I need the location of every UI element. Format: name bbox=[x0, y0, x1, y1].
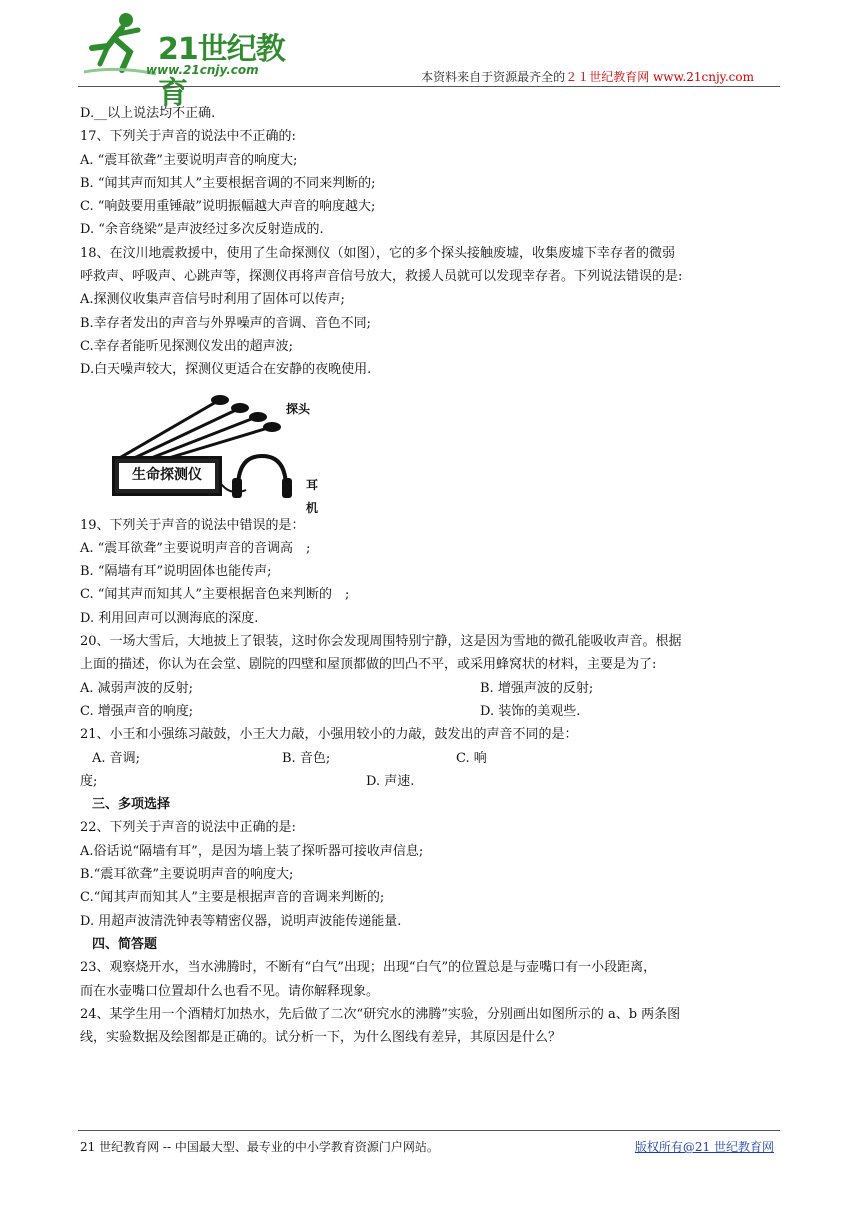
question-23: 23、观察烧开水，当水沸腾时，不断有“白气”出现；出现“白气”的位置总是与壶嘴口有一小段距离， bbox=[80, 960, 657, 976]
option-line: C. “响鼓要用重锤敲”说明振幅越大声音的响度越大; bbox=[80, 199, 376, 215]
question-17: 17、下列关于声音的说法中不正确的: bbox=[80, 129, 296, 145]
text-line: D.__以上说法均不正确. bbox=[80, 106, 216, 121]
probe-label: 探头 bbox=[286, 401, 311, 416]
option-line: D. 用超声波清洗钟表等精密仪器，说明声波能传递能量. bbox=[80, 913, 402, 929]
life-detector-figure bbox=[96, 390, 326, 515]
text-line: 上面的描述，你认为在会堂、剧院的四壁和屋顶都做的凹凸不平，或采用蜂窝状的材料，主要是为了: bbox=[80, 657, 657, 673]
option-line: D.白天噪声较大，探测仪更适合在安静的夜晚使用. bbox=[80, 362, 372, 378]
question-20: 20、一场大雪后，大地披上了银装，这时你会发现周围特别宁静，这是因为雪地的微孔能吸收声音。根据 bbox=[80, 634, 682, 650]
option-line: B. “隔墙有耳”说明固体也能传声; bbox=[80, 564, 272, 580]
question-24: 24、某学生用一个酒精灯加热水，先后做了二次“研究水的沸腾”实验，分别画出如图所示的 a、b 两条图 bbox=[80, 1006, 681, 1022]
text-line: 呼救声、呼吸声、心跳声等，探测仪再将声音信号放大，救援人员就可以发现幸存者。下列说法错误的是: bbox=[80, 269, 683, 285]
section-heading: 三、多项选择 bbox=[92, 797, 171, 813]
option-a: A. 音调; bbox=[92, 750, 141, 766]
question-18: 18、在汶川地震救援中，使用了生命探测仪（如图），它的多个探头接触废墟，收集废墟下幸存者的微弱 bbox=[80, 245, 676, 261]
option-line: D. “余音绕梁”是声波经过多次反射造成的. bbox=[80, 222, 324, 238]
option-d: D. 声速. bbox=[366, 773, 415, 789]
tagline-site[interactable]: ２１世纪教育网 bbox=[565, 70, 650, 84]
option-line: C. “闻其声而知其人”主要根据音色来判断的 ; bbox=[80, 587, 350, 603]
option-line: A. “震耳欲聋”主要说明声音的响度大; bbox=[80, 152, 298, 168]
earphone-label: 耳机 bbox=[306, 477, 319, 515]
option-line: A.俗话说“隔墙有耳”，是因为墙上装了探听器可接收声信息; bbox=[80, 843, 424, 859]
question-21: 21、小王和小强练习敲鼓，小王大力敲，小强用较小的力敲，鼓发出的声音不同的是： bbox=[80, 727, 578, 743]
option-c: C. 增强声音的响度; bbox=[80, 703, 194, 719]
option-d: D. 装饰的美观些. bbox=[480, 703, 581, 719]
logo-url: www.21cnjy.com bbox=[146, 63, 259, 77]
option-line: A. “震耳欲聋”主要说明声音的音调高 ; bbox=[80, 540, 311, 556]
header-tagline bbox=[421, 68, 754, 85]
option-line: C.“闻其声而知其人”主要是根据声音的音调来判断的; bbox=[80, 890, 385, 906]
option-c: C. 响 bbox=[456, 750, 487, 766]
option-c-continued: 度; bbox=[80, 773, 98, 789]
footer-text: 21 世纪教育网 -- 中国最大型、最专业的中小学教育资源门户网站。 bbox=[80, 1140, 439, 1154]
text-line: 线，实验数据及绘图都是正确的。试分析一下，为什么图线有差异，其原因是什么？ bbox=[80, 1030, 562, 1046]
option-b: B. 增强声波的反射; bbox=[480, 680, 594, 696]
section-heading: 四、简答题 bbox=[92, 936, 158, 952]
option-line: B.幸存者发出的声音与外界噪声的音调、音色不同; bbox=[80, 315, 372, 331]
tagline-prefix: 本资料来自于资源最齐全的 bbox=[421, 70, 566, 84]
option-row bbox=[80, 700, 780, 723]
option-line: B.“震耳欲聋”主要说明声音的响度大; bbox=[80, 867, 294, 883]
option-line: B. “闻其声而知其人”主要根据音调的不同来判断的; bbox=[80, 175, 376, 191]
header-divider bbox=[78, 86, 780, 87]
option-line: C.幸存者能听见探测仪发出的超声波; bbox=[80, 338, 293, 354]
logo-text: 21世纪教育 bbox=[158, 32, 285, 111]
option-line: A.探测仪收集声音信号时利用了固体可以传声; bbox=[80, 292, 345, 308]
detector-box bbox=[112, 456, 222, 496]
document-body bbox=[80, 102, 780, 1049]
option-row bbox=[80, 770, 780, 793]
tagline-url[interactable]: www.21cnjy.com bbox=[653, 70, 754, 84]
option-row bbox=[80, 677, 780, 700]
site-logo bbox=[78, 8, 308, 111]
detector-box-label: 生命探测仪 bbox=[119, 463, 215, 489]
option-b: B. 音色; bbox=[282, 750, 331, 766]
option-row bbox=[80, 747, 780, 770]
question-22: 22、下列关于声音的说法中正确的是: bbox=[80, 820, 296, 836]
option-line: D. 利用回声可以测海底的深度. bbox=[80, 610, 259, 626]
option-a: A. 减弱声波的反射; bbox=[80, 680, 194, 696]
text-line: 而在水壶嘴口位置却什么也看不见。请你解释现象。 bbox=[80, 983, 380, 999]
footer-copyright-link[interactable]: 版权所有@21 世纪教育网 bbox=[634, 1140, 774, 1154]
question-19: 19、下列关于声音的说法中错误的是： bbox=[80, 517, 305, 533]
footer-divider bbox=[78, 1130, 780, 1131]
page-header bbox=[78, 8, 780, 111]
